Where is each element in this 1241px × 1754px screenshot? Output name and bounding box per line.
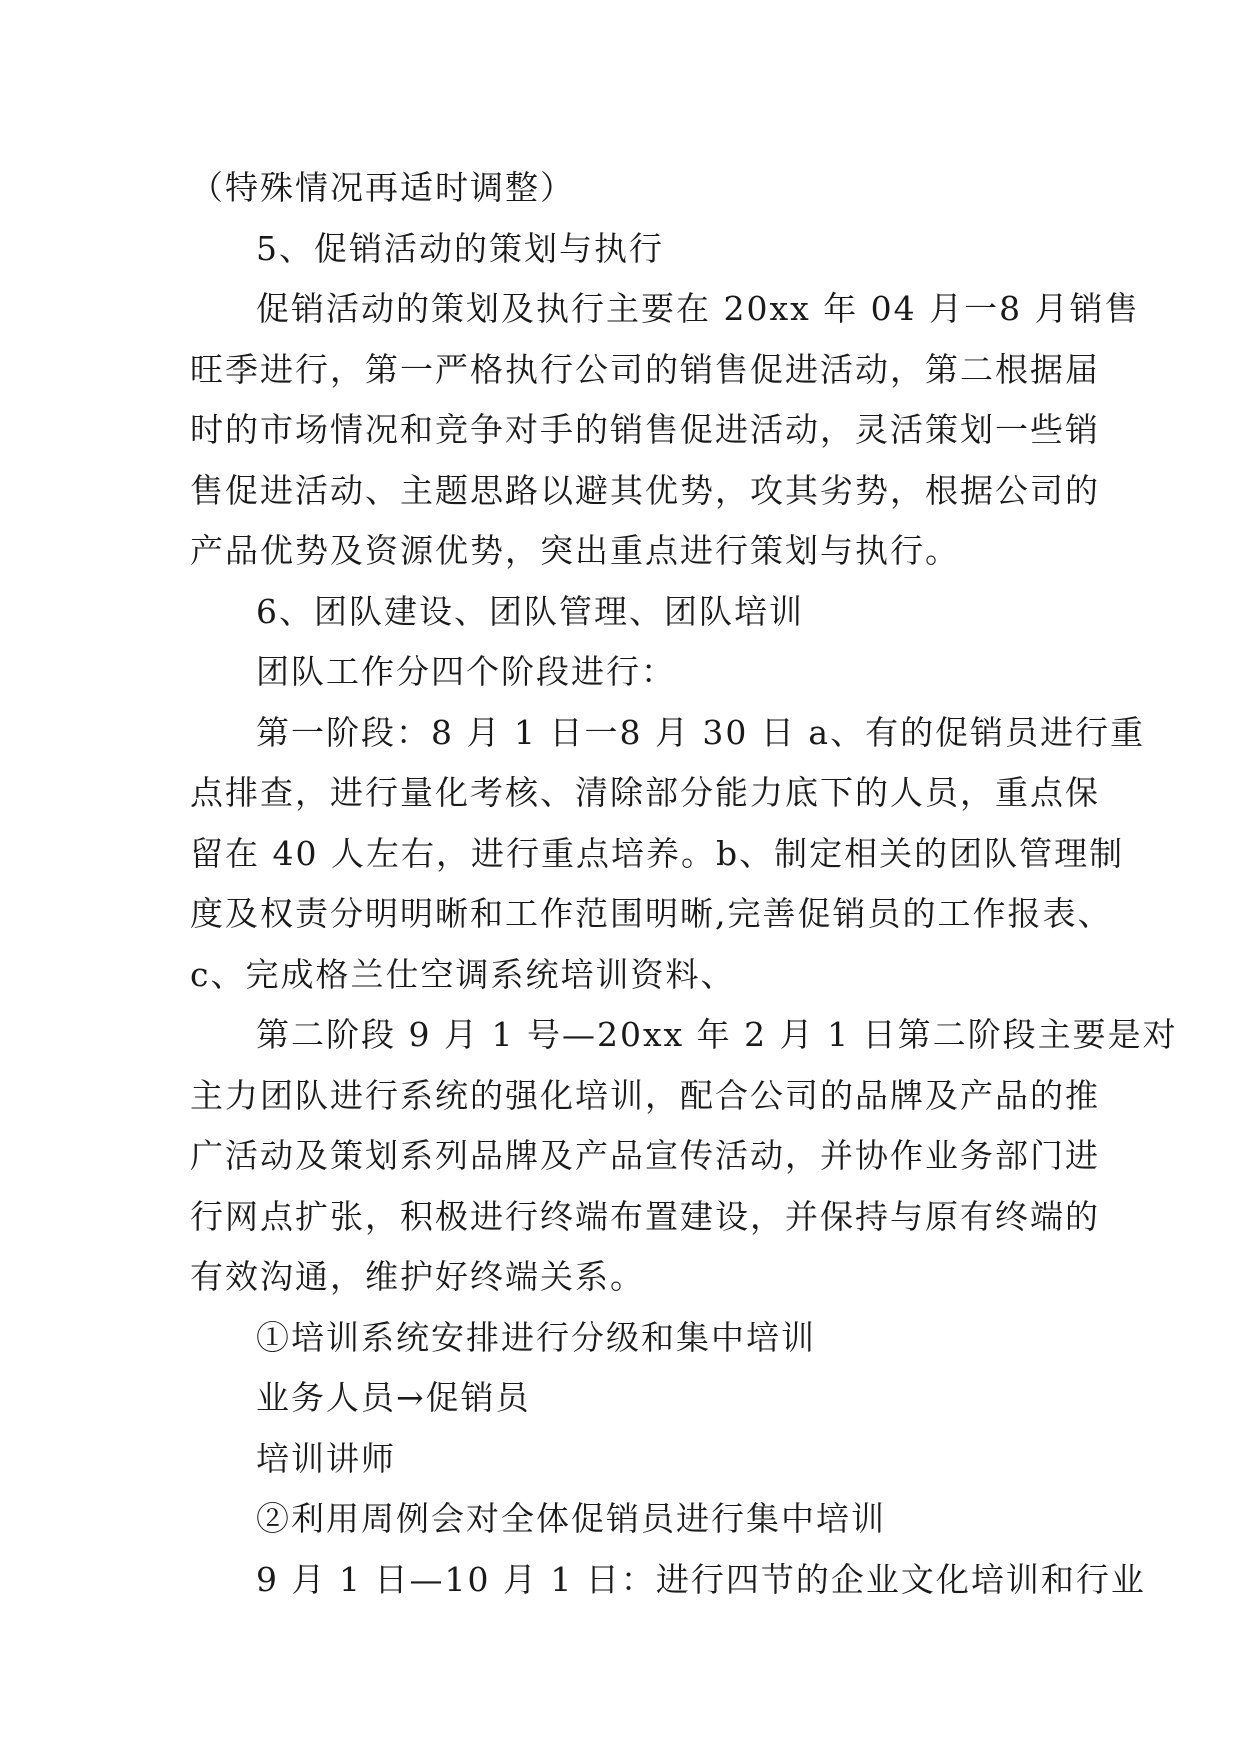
text-line: 旺季进行，第一严格执行公司的销售促进活动，第二根据届 [190, 349, 1100, 389]
text-line: 第一阶段：8 月 1 日一8 月 30 日 a、有的促销员进行重 [256, 712, 1146, 752]
text-line: 有效沟通，维护好终端关系。 [190, 1257, 645, 1296]
text-line: 9 月 1 日—10 月 1 日：进行四节的企业文化培训和行业 [256, 1559, 1146, 1599]
text-line: 团队工作分四个阶段进行： [256, 652, 676, 691]
text-line: 培训讲师 [256, 1438, 396, 1478]
text-line: 业务人员→促销员 [256, 1378, 531, 1417]
text-line: （特殊情况再适时调整） [190, 168, 575, 207]
text-line: 行网点扩张，积极进行终端布置建设，并保持与原有终端的 [190, 1196, 1100, 1236]
text-line: 产品优势及资源优势，突出重点进行策划与执行。 [190, 531, 960, 570]
text-line: 点排查，进行量化考核、清除部分能力底下的人员，重点保 [190, 773, 1100, 812]
text-line: 5、促销活动的策划与执行 [256, 228, 664, 268]
text-line: 6、团队建设、团队管理、团队培训 [256, 591, 804, 631]
text-line: 广活动及策划系列品牌及产品宣传活动，并协作业务部门进 [190, 1136, 1100, 1175]
text-line: 主力团队进行系统的强化培训，配合公司的品牌及产品的推 [190, 1075, 1100, 1115]
text-line: 售促进活动、主题思路以避其优势，攻其劣势，根据公司的 [190, 470, 1100, 510]
text-line: 度及权责分明明晰和工作范围明晰,完善促销员的工作报表、 [190, 894, 1113, 933]
text-line: ②利用周例会对全体促销员进行集中培训 [256, 1499, 886, 1538]
text-line: 第二阶段 9 月 1 号—20xx 年 2 月 1 日第二阶段主要是对 [256, 1015, 1178, 1054]
text-line: c、完成格兰仕空调系统培训资料、 [190, 954, 736, 994]
text-line: 时的市场情况和竞争对手的销售促进活动，灵活策划一些销 [190, 410, 1100, 449]
text-line: 留在 40 人左右，进行重点培养。b、制定相关的团队管理制 [190, 833, 1125, 873]
text-line: ①培训系统安排进行分级和集中培训 [256, 1317, 816, 1357]
text-line: 促销活动的策划及执行主要在 20xx 年 04 月一8 月销售 [256, 289, 1140, 328]
document-body [190, 158, 1178, 1610]
